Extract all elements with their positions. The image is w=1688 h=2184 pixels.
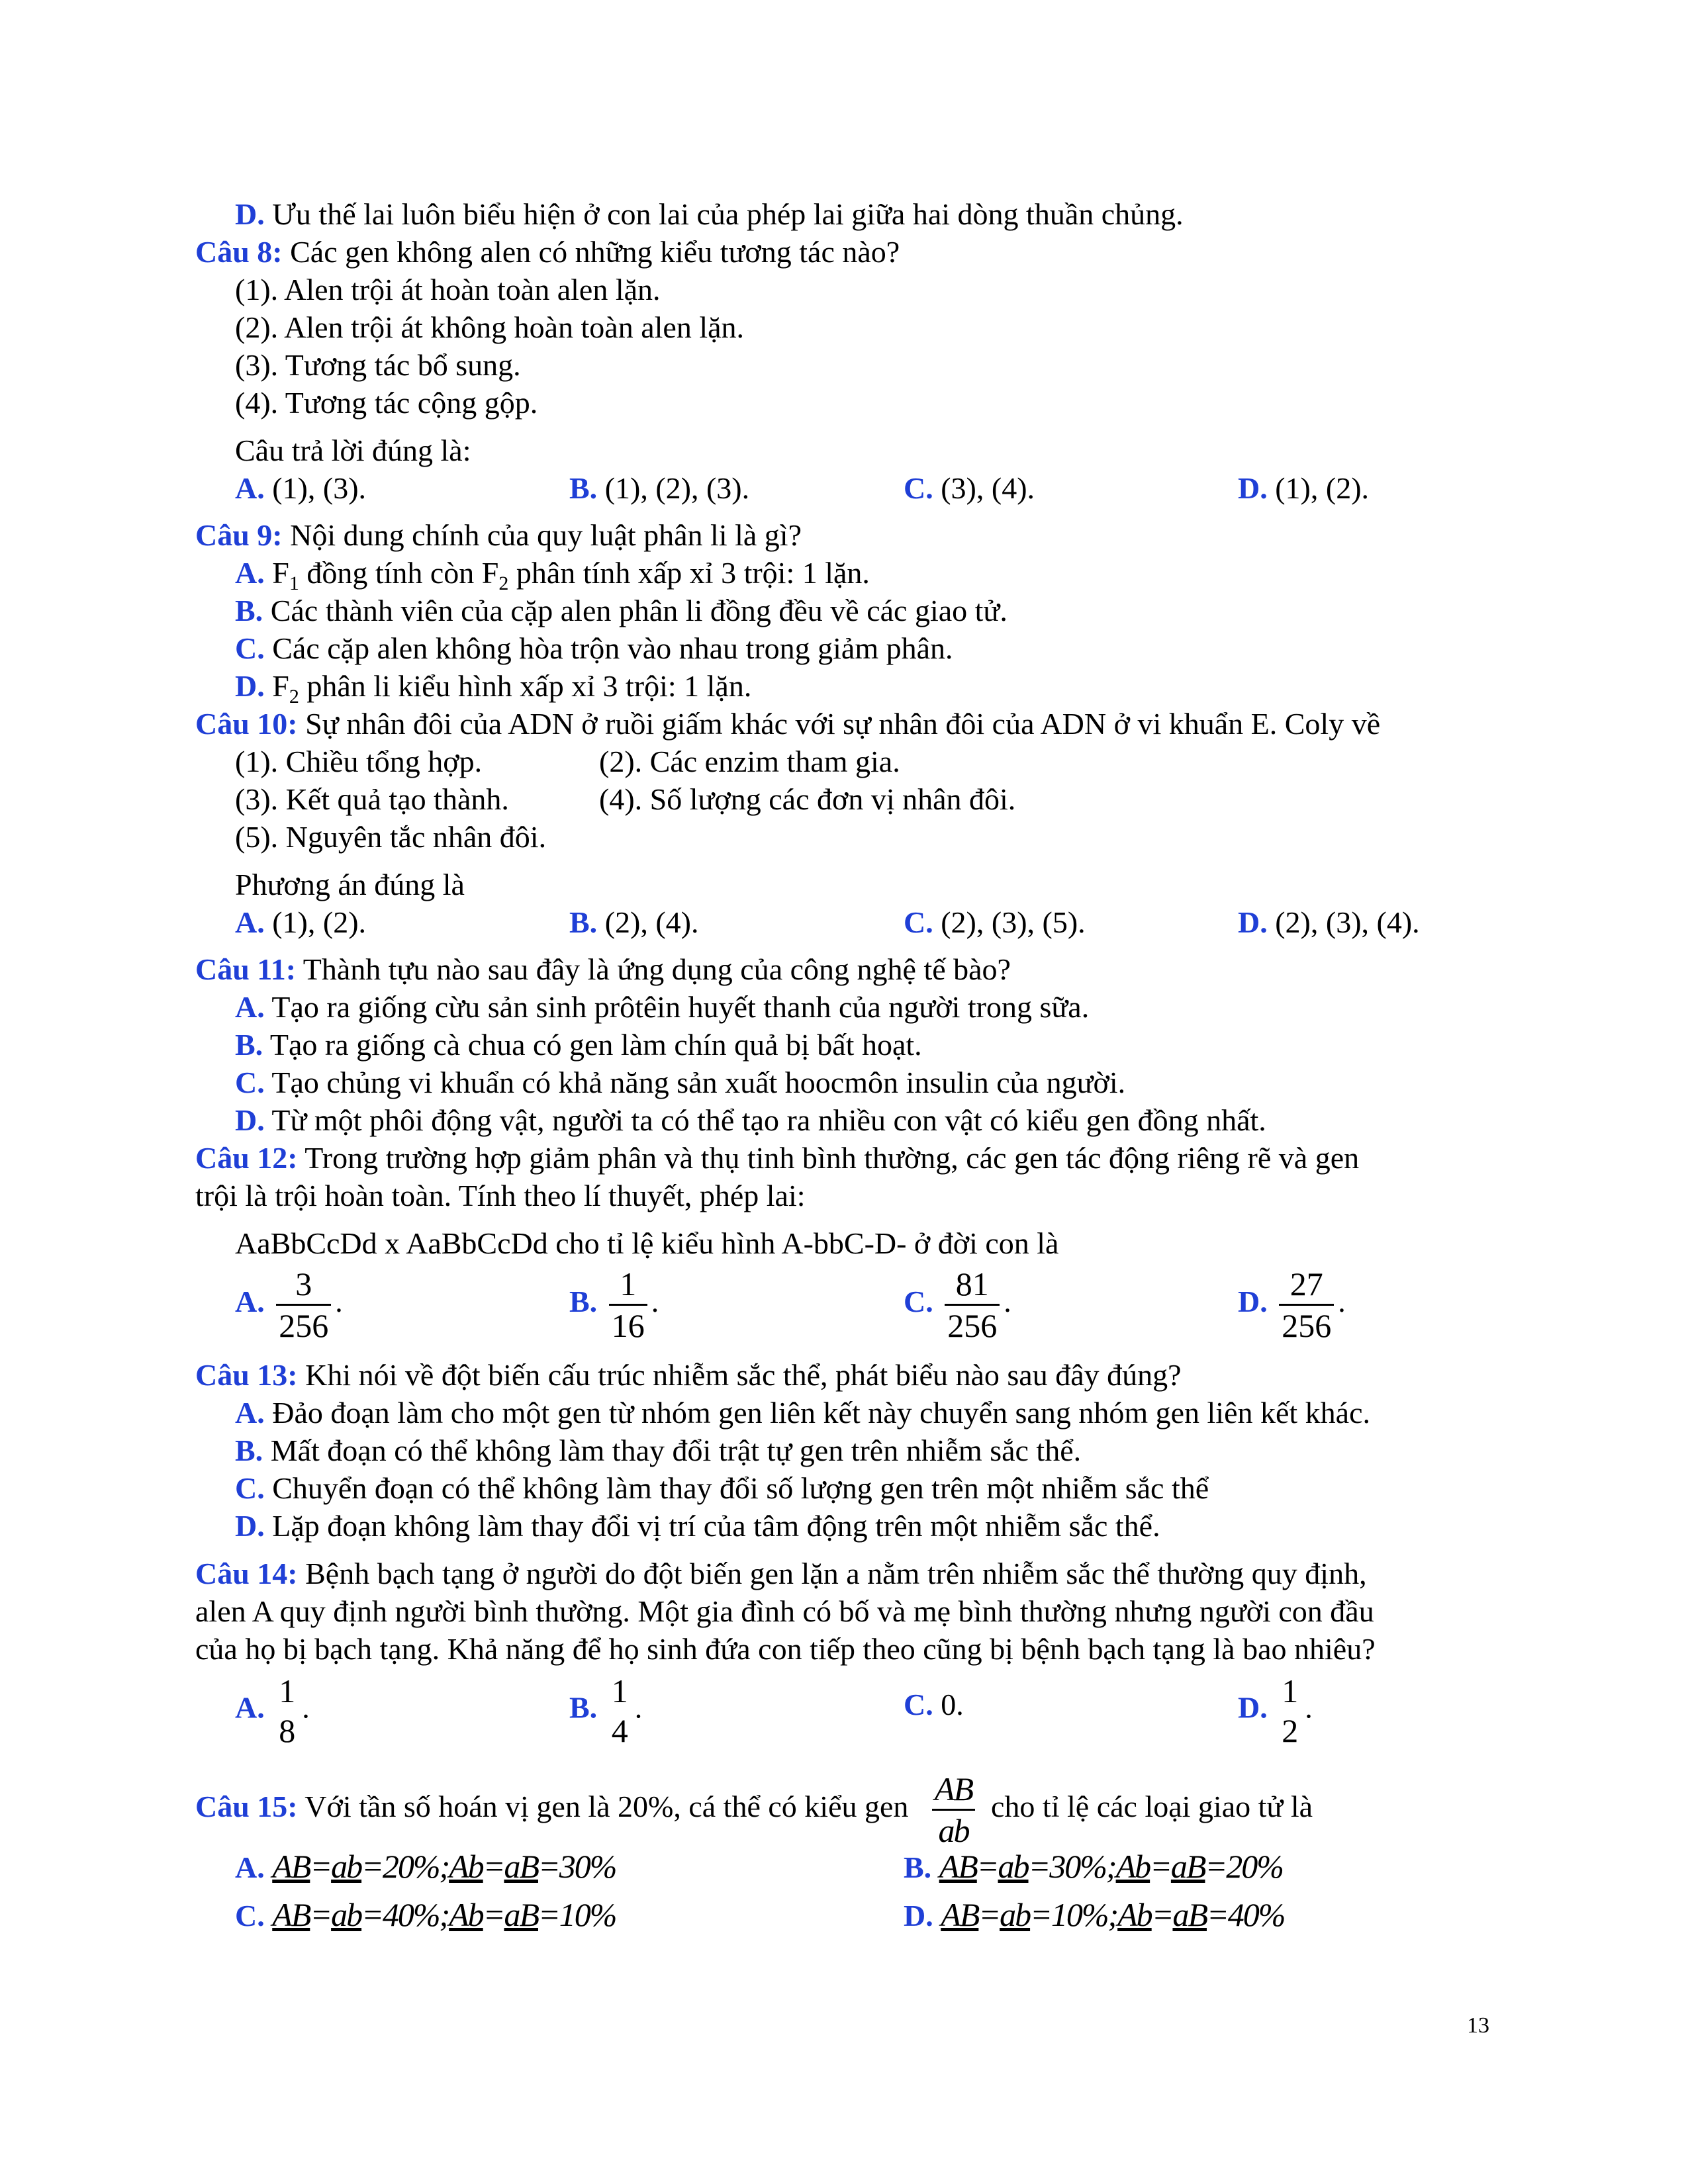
q8-item-4: (4). Tương tác cộng gộp. xyxy=(235,386,538,420)
fraction xyxy=(609,1264,647,1345)
subscript: 2 xyxy=(289,686,299,708)
option-text: (3), (4). xyxy=(933,471,1035,505)
option-text: (2), (3), (4). xyxy=(1267,905,1420,939)
formula xyxy=(272,1848,616,1885)
option-label: A. xyxy=(235,1850,265,1884)
question-14 xyxy=(195,1555,1499,1592)
option-label: B. xyxy=(569,905,598,939)
q12-option-a xyxy=(235,1264,343,1345)
equals: = xyxy=(1030,1896,1051,1933)
fraction xyxy=(945,1264,1000,1345)
value: 10% xyxy=(559,1896,616,1933)
gamete: aB xyxy=(1170,1848,1205,1885)
subscript: 2 xyxy=(498,572,509,595)
q13-option-c xyxy=(235,1470,1539,1507)
option-text: (1), (2), (3). xyxy=(597,471,750,505)
numerator: 1 xyxy=(279,1672,296,1709)
option-label: D. xyxy=(235,669,265,703)
q11-option-d xyxy=(235,1102,1539,1139)
option-label: C. xyxy=(235,1471,265,1505)
gamete: aB xyxy=(504,1848,538,1885)
option-text: (1), (2). xyxy=(1267,471,1370,505)
q13-option-a xyxy=(235,1394,1539,1432)
equals: = xyxy=(483,1896,504,1933)
q11-option-a xyxy=(235,989,1539,1026)
value: 30% xyxy=(559,1848,616,1885)
option-label: C. xyxy=(904,905,933,939)
q8-item-3: (3). Tương tác bổ sung. xyxy=(235,348,521,382)
genotype-fraction xyxy=(932,1769,975,1850)
value: 20% xyxy=(1226,1848,1283,1885)
option-label: D. xyxy=(904,1899,933,1933)
gamete: AB xyxy=(941,1896,979,1933)
period: . xyxy=(302,1690,310,1725)
option-label: A. xyxy=(235,1690,265,1725)
denominator: 256 xyxy=(945,1304,1000,1345)
option-text: Các thành viên của cặp alen phân li đồng đều về các giao tử. xyxy=(263,594,1008,627)
q10-option-a xyxy=(235,904,366,941)
question-9 xyxy=(195,517,1499,554)
q8-option-a xyxy=(235,470,366,507)
gamete: AB xyxy=(939,1848,977,1885)
equals: = xyxy=(310,1848,332,1885)
q13-option-d xyxy=(235,1508,1539,1545)
gamete: ab xyxy=(331,1848,362,1885)
equals: = xyxy=(538,1848,559,1885)
q12-option-c xyxy=(904,1264,1011,1345)
denominator: ab xyxy=(932,1809,975,1850)
q14-option-a xyxy=(235,1671,310,1751)
equals: = xyxy=(538,1896,559,1933)
option-text: F xyxy=(264,669,289,703)
gamete: AB xyxy=(272,1896,310,1933)
q15-option-c xyxy=(235,1896,616,1934)
question-label: Câu 8: xyxy=(195,235,283,269)
question-text: Trong trường hợp giảm phân và thụ tinh bình thường, các gen tác động riêng rẽ và gen xyxy=(297,1141,1360,1175)
question-label: Câu 12: xyxy=(195,1141,298,1175)
option-text: Các cặp alen không hòa trộn vào nhau trong giảm phân. xyxy=(264,631,953,665)
option-label: D. xyxy=(1238,905,1268,939)
option-label: A. xyxy=(235,556,265,590)
q14-text-line-2: alen A quy định người bình thường. Một gia đình có bố và mẹ bình thường nhưng người con đầu xyxy=(195,1594,1374,1628)
equals: = xyxy=(1151,1896,1173,1933)
option-text: Tạo chủng vi khuẩn có khả năng sản xuất hoocmôn insulin của người. xyxy=(264,1066,1126,1099)
fraction xyxy=(276,1671,298,1751)
option-text: Đảo đoạn làm cho một gen từ nhóm gen liên kết này chuyển sang nhóm gen liên kết khác. xyxy=(264,1396,1371,1430)
option-label: C. xyxy=(235,1066,265,1099)
option-text: Tạo ra giống cừu sản sinh prôtêin huyết thanh của người trong sữa. xyxy=(264,990,1090,1024)
q10-item-3: (3). Kết quả tạo thành. xyxy=(235,782,509,816)
equals: = xyxy=(310,1896,332,1933)
q8-prompt: Câu trả lời đúng là: xyxy=(235,433,471,467)
q15-option-d xyxy=(904,1896,1284,1934)
gamete: AB xyxy=(272,1848,310,1885)
question-label: Câu 11: xyxy=(195,952,297,986)
q14-option-c xyxy=(904,1686,964,1723)
option-label: D. xyxy=(1238,1690,1268,1725)
option-label: D. xyxy=(235,197,265,231)
q10-item-5: (5). Nguyên tắc nhân đôi. xyxy=(235,820,547,854)
value: 40%; xyxy=(382,1896,449,1933)
denominator: 8 xyxy=(279,1712,296,1749)
denominator: 256 xyxy=(276,1304,331,1345)
gamete: ab xyxy=(331,1896,362,1933)
question-text: Sự nhân đôi của ADN ở ruồi giấm khác với sự nhân đôi của ADN ở vi khuẩn E. Coly về xyxy=(297,707,1381,741)
numerator: 1 xyxy=(620,1265,637,1302)
question-text: Bệnh bạch tạng ở người do đột biến gen lặn a nằm trên nhiễm sắc thể thường quy định, xyxy=(297,1557,1367,1590)
denominator: 16 xyxy=(609,1304,647,1345)
question-15 xyxy=(195,1764,1499,1850)
option-label: A. xyxy=(235,1396,265,1430)
q12-option-b xyxy=(569,1264,659,1345)
option-text: Tạo ra giống cà chua có gen làm chín quả bị bất hoạt. xyxy=(263,1028,922,1062)
q12-text-line-3: AaBbCcDd x AaBbCcDd cho tỉ lệ kiểu hình A-bbC-D- ở đời con là xyxy=(235,1226,1059,1260)
q8-item-2: (2). Alen trội át không hoàn toàn alen lặn. xyxy=(235,310,745,344)
option-label: D. xyxy=(235,1509,265,1543)
q15-option-a xyxy=(235,1848,616,1886)
value: 40% xyxy=(1227,1896,1285,1933)
q13-option-b xyxy=(235,1432,1539,1469)
option-label: D. xyxy=(235,1103,265,1137)
option-label: A. xyxy=(235,905,265,939)
value: 30%; xyxy=(1049,1848,1116,1885)
option-label: B. xyxy=(569,1690,598,1725)
equals: = xyxy=(978,1896,1000,1933)
formula xyxy=(941,1896,1284,1933)
question-8 xyxy=(195,234,1499,271)
q9-option-b xyxy=(235,592,1539,629)
option-label: C. xyxy=(904,1285,933,1319)
q14-option-b xyxy=(569,1671,642,1751)
gamete: Ab xyxy=(449,1848,483,1885)
option-label: B. xyxy=(235,1028,263,1062)
q8-item-1: (1). Alen trội át hoàn toàn alen lặn. xyxy=(235,273,661,306)
q10-option-d xyxy=(1238,904,1420,941)
denominator: 2 xyxy=(1282,1712,1299,1749)
denominator: 4 xyxy=(611,1712,628,1749)
gamete: Ab xyxy=(449,1896,483,1933)
gamete: Ab xyxy=(1117,1896,1152,1933)
fraction xyxy=(1279,1671,1301,1751)
numerator: 81 xyxy=(955,1265,989,1302)
period: . xyxy=(335,1285,343,1319)
fraction xyxy=(1279,1264,1334,1345)
denominator: 256 xyxy=(1279,1304,1334,1345)
option-text: (1), (2). xyxy=(264,905,367,939)
q10-option-c xyxy=(904,904,1086,941)
option-label: A. xyxy=(235,1285,265,1319)
gamete: Ab xyxy=(1115,1848,1150,1885)
option-text: (2), (4). xyxy=(597,905,699,939)
q12-option-d xyxy=(1238,1264,1346,1345)
q11-option-c xyxy=(235,1064,1539,1101)
gamete: aB xyxy=(504,1896,538,1933)
option-label: B. xyxy=(235,594,263,627)
option-label: C. xyxy=(235,1899,265,1933)
q10-item-2: (2). Các enzim tham gia. xyxy=(599,745,900,778)
q10-prompt: Phương án đúng là xyxy=(235,868,465,901)
question-text: cho tỉ lệ các loại giao tử là xyxy=(991,1790,1313,1823)
question-label: Câu 14: xyxy=(195,1557,298,1590)
equals: = xyxy=(1206,1896,1228,1933)
numerator: 1 xyxy=(611,1672,628,1709)
option-label: C. xyxy=(904,1688,933,1721)
numerator: 3 xyxy=(295,1265,312,1302)
page-number: 13 xyxy=(1467,2013,1489,2038)
option-text: (2), (3), (5). xyxy=(933,905,1086,939)
option-text: phân li kiểu hình xấp xỉ 3 trội: 1 lặn. xyxy=(299,669,752,703)
fraction xyxy=(276,1264,331,1345)
q10-option-b xyxy=(569,904,698,941)
q14-option-d xyxy=(1238,1671,1313,1751)
equals: = xyxy=(976,1848,998,1885)
option-text: (1), (3). xyxy=(264,471,367,505)
q8-option-b xyxy=(569,470,749,507)
fraction xyxy=(609,1671,631,1751)
option-label: C. xyxy=(904,471,933,505)
q11-option-b xyxy=(235,1026,1539,1064)
equals: = xyxy=(1028,1848,1050,1885)
option-label: B. xyxy=(235,1433,263,1467)
option-text: đồng tính còn F xyxy=(299,556,499,590)
q8-option-d xyxy=(1238,470,1369,507)
q15-option-b xyxy=(904,1848,1283,1886)
option-label: C. xyxy=(235,631,265,665)
gamete: ab xyxy=(1000,1896,1031,1933)
option-label: A. xyxy=(235,990,265,1024)
option-label: D. xyxy=(1238,1285,1268,1319)
question-13 xyxy=(195,1357,1499,1394)
option-text: Chuyển đoạn có thể không làm thay đổi số lượng gen trên một nhiễm sắc thể xyxy=(264,1471,1209,1505)
question-text: Thành tựu nào sau đây là ứng dụng của công nghệ tế bào? xyxy=(296,952,1011,986)
period: . xyxy=(651,1285,659,1319)
option-label: D. xyxy=(1238,471,1268,505)
q12-text-line-2: trội là trội hoàn toàn. Tính theo lí thuyết, phép lai: xyxy=(195,1179,806,1212)
period: . xyxy=(1338,1285,1346,1319)
gamete: aB xyxy=(1172,1896,1207,1933)
value: 20%; xyxy=(382,1848,449,1885)
question-text: Khi nói về đột biến cấu trúc nhiễm sắc thể, phát biểu nào sau đây đúng? xyxy=(297,1358,1182,1392)
q10-item-1: (1). Chiều tổng hợp. xyxy=(235,745,483,778)
period: . xyxy=(1305,1690,1313,1725)
question-text: Với tần số hoán vị gen là 20%, cá thể có kiểu gen xyxy=(297,1790,909,1823)
question-10 xyxy=(195,705,1499,743)
option-text: 0. xyxy=(933,1688,964,1721)
option-label: B. xyxy=(904,1850,932,1884)
option-text: Lặp đoạn không làm thay đổi vị trí của tâm động trên một nhiễm sắc thể. xyxy=(264,1509,1160,1543)
option-text: F xyxy=(264,556,289,590)
value: 10%; xyxy=(1051,1896,1118,1933)
equals: = xyxy=(361,1896,383,1933)
question-label: Câu 15: xyxy=(195,1790,298,1823)
numerator: 1 xyxy=(1282,1672,1299,1709)
option-label: B. xyxy=(569,1285,598,1319)
option-text: phân tính xấp xỉ 3 trội: 1 lặn. xyxy=(508,556,870,590)
q8-option-c xyxy=(904,470,1035,507)
question-text: Các gen không alen có những kiểu tương tác nào? xyxy=(282,235,900,269)
question-11 xyxy=(195,951,1499,988)
subscript: 1 xyxy=(289,572,299,595)
option-text: Ưu thế lai luôn biểu hiện ở con lai của phép lai giữa hai dòng thuần chủng. xyxy=(264,197,1184,231)
gamete: ab xyxy=(998,1848,1029,1885)
option-label: A. xyxy=(235,471,265,505)
q10-item-4: (4). Số lượng các đơn vị nhân đôi. xyxy=(599,782,1016,816)
numerator: AB xyxy=(934,1770,973,1807)
question-label: Câu 10: xyxy=(195,707,298,741)
formula xyxy=(939,1848,1283,1885)
formula xyxy=(272,1896,616,1933)
equals: = xyxy=(483,1848,504,1885)
question-label: Câu 9: xyxy=(195,518,283,552)
q7-option-d xyxy=(235,196,1539,233)
option-text: Mất đoạn có thể không làm thay đổi trật tự gen trên nhiễm sắc thể. xyxy=(263,1433,1082,1467)
q14-text-line-3: của họ bị bạch tạng. Khả năng để họ sinh đứa con tiếp theo cũng bị bệnh bạch tạng là bao nhiêu? xyxy=(195,1632,1376,1666)
q9-option-c xyxy=(235,630,1539,667)
equals: = xyxy=(361,1848,383,1885)
numerator: 27 xyxy=(1289,1265,1323,1302)
question-12 xyxy=(195,1140,1499,1177)
equals: = xyxy=(1150,1848,1171,1885)
period: . xyxy=(634,1690,643,1725)
question-label: Câu 13: xyxy=(195,1358,298,1392)
option-text: Từ một phôi động vật, người ta có thể tạo ra nhiều con vật có kiểu gen đồng nhất. xyxy=(264,1103,1266,1137)
option-label: B. xyxy=(569,471,598,505)
period: . xyxy=(1004,1285,1011,1319)
question-text: Nội dung chính của quy luật phân li là gì? xyxy=(282,518,802,552)
equals: = xyxy=(1205,1848,1227,1885)
